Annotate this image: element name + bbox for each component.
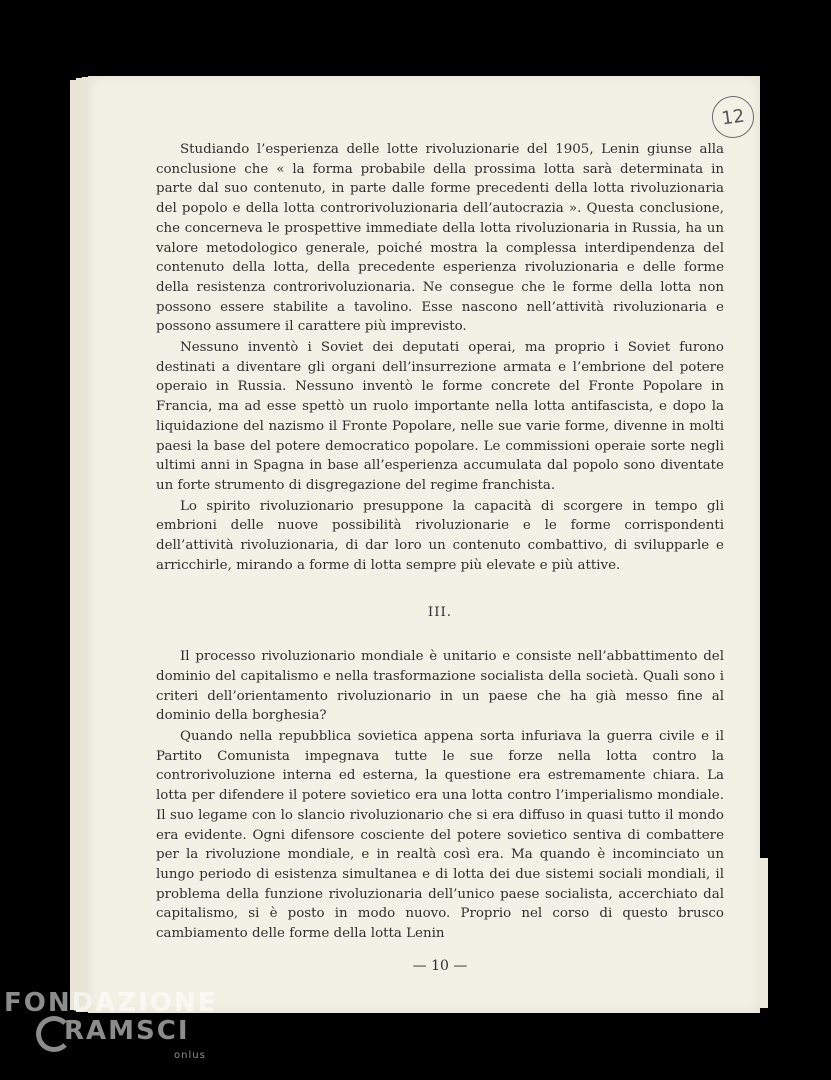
paragraph: Nessuno inventò i Soviet dei deputati operai, ma proprio i Soviet furono destinati a diventare gli organi dell’insurrezione armata e l’embrione del potere operaio in Russia. Nessuno inventò le forme concrete del Fronte Popolare in Francia, ma ad esse spettò un ruolo importante nella lotta antifascista, e dopo la liquidazione del nazismo il Fronte Popolare, nelle sue varie forme, divenne in molti paesi la base del potere democratico popolare. Le commissioni operaie sorte negli ultimi anni in Spagna in base all’esperienza accumulata dal popolo sono diventate un forte strumento di disgregazione del regime franchista.	[156, 340, 724, 493]
page-folio: — 10 —	[412, 958, 468, 974]
paragraph: Quando nella repubblica sovietica appena sorta infuriava la guerra civile e il Partito Comunista impegnava tutte le sue forze nella lotta contro la controrivoluzione interna ed esterna, la questione era estremamente chiara. La lotta per difendere il potere sovietico era una lotta contro l’imperialismo mondiale. Il suo legame con lo slancio rivoluzionario che si era diffuso in quasi tutto il mondo era evidente. Ogni difensore cosciente del potere sovietico sentiva di combattere per la rivoluzione mondiale, e in realtà così era. Ma quando è incominciato un lungo periodo di esistenza simultanea e di lotta dei due sistemi sociali mondiali, il problema della funzione rivoluzionaria dell’unico paese socialista, accerchiato dal capitalismo, si è posto in modo nuovo. Proprio nel corso di questo brusco cambiamento delle forme della lotta Lenin	[156, 728, 724, 942]
watermark-line3: onlus	[174, 1050, 206, 1061]
page-tab-edge	[758, 858, 768, 1008]
paragraph: Il processo rivoluzionario mondiale è unitario e consiste nell’abbattimento del dominio del capitalismo e nella trasformazione socialista della società. Quali sono i criteri dell’orientamento rivoluzionario in un paese che ha già messo fine al dominio della borghesia?	[156, 649, 724, 724]
watermark-line1: FONDAZIONE	[4, 988, 218, 1018]
paragraph: Lo spirito rivoluzionario presuppone la capacità di scorgere in tempo gli embrioni delle nuove possibilità rivoluzionarie e le forme corrispondenti dell’attività rivoluzionaria, di dar loro un contenuto combattivo, di svilupparle e arricchirle, mirando a forme di lotta sempre più elevate e più attive.	[156, 498, 724, 573]
paragraph: Studiando l’esperienza delle lotte rivoluzionarie del 1905, Lenin giunse alla conclusione che « la forma probabile della prossima lotta sarà determinata in parte dal suo contenuto, in parte dalle forme precedenti della lotta rivoluzionaria del popolo e della lotta controrivoluzionaria dell’autocrazia ». Questa conclusione, che concerneva le prospettive immediate della lotta rivoluzionaria in Russia, ha un valore metodologico generale, poiché mostra la complessa interdipendenza del contenuto della lotta, della precedente esperienza rivoluzionaria e delle forme della resistenza controrivoluzionaria. Ne consegue che le forme della lotta non possono essere stabilite a tavolino. Esse nascono nell’attività rivoluzionaria e possono assumere il carattere più imprevisto.	[156, 142, 724, 335]
watermark-line2: RAMSCI	[64, 1016, 190, 1046]
handwritten-page-number-text: 12	[720, 105, 746, 129]
body-text	[156, 140, 724, 944]
section-heading: III.	[427, 605, 453, 621]
watermark-logo	[4, 988, 218, 1078]
